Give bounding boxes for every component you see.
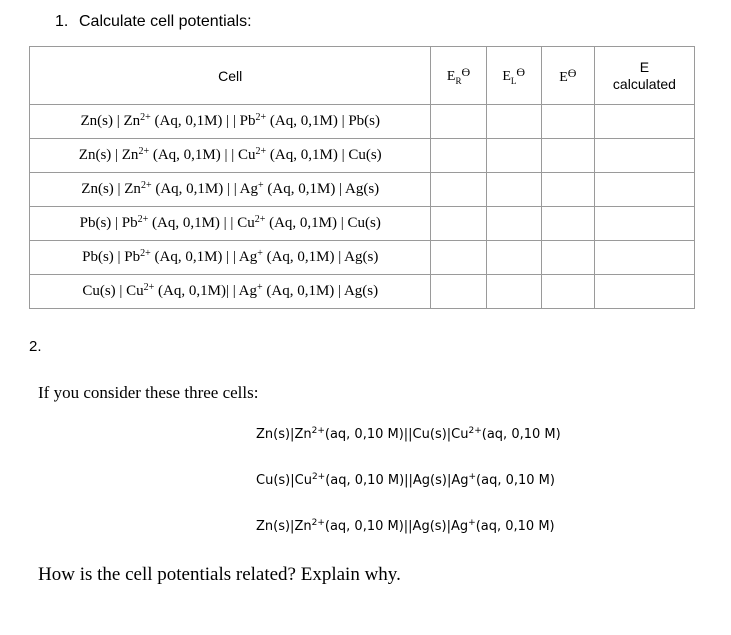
e-standard-value-cell[interactable]: [541, 173, 594, 207]
e-standard-value-cell[interactable]: [541, 139, 594, 173]
question-2-prompt: How is the cell potentials related? Explain why.: [38, 564, 401, 585]
e-calculated-value-cell[interactable]: [594, 105, 694, 139]
e-right-value-cell[interactable]: [431, 173, 486, 207]
cell-notation: Zn(s) | $Zn^{2+}$ (Aq, 0,1M) | | Ag+ (Aq, 0,1M) | Ag(s): [30, 173, 431, 207]
table-row: [30, 105, 695, 139]
e-standard-value-cell[interactable]: [541, 207, 594, 241]
header-e-right: $E_Rϴ$: [431, 47, 486, 105]
cell-notation: Zn(s) | $Zn^{2+}$ (Aq, 0,1M) | | $Cu^{2+}$ (Aq, 0,1M) | Cu(s): [30, 139, 431, 173]
e-standard-value-cell[interactable]: [541, 241, 594, 275]
e-left-value-cell[interactable]: [486, 105, 541, 139]
question-1-number: 1.: [55, 13, 69, 30]
e-calculated-value-cell[interactable]: [594, 275, 694, 309]
cell-notation: Pb(s) | $Pb^{2+}$ (Aq, 0,1M) | | Ag+ (Aq, 0,1M) | Ag(s): [30, 241, 431, 275]
e-calculated-value-cell[interactable]: [594, 139, 694, 173]
cell-potentials-table: [29, 46, 695, 309]
question-1-title: Calculate cell potentials:: [79, 13, 252, 30]
question-2-intro: If you consider these three cells:: [38, 383, 259, 402]
header-e-calculated: E calculated: [594, 47, 694, 105]
cell-reaction-1: $Zn(s)|Zn^{2+}(aq$, 0,10 $M)||Cu(s)|Cu^{2+}(aq$, 0,10 M): [256, 426, 561, 442]
e-right-value-cell[interactable]: [431, 275, 486, 309]
cell-notation: Zn(s) | $Zn^{2+}$ (Aq, 0,1M) | | $Pb^{2+}$ (Aq, 0,1M) | Pb(s): [30, 105, 431, 139]
e-calculated-value-cell[interactable]: [594, 207, 694, 241]
cell-reaction-2: $Cu(s)|Cu^{2+}(aq$, 0,10 M)||Ag(s)|Ag+(aq, 0,10 M): [256, 472, 555, 488]
table-row: [30, 173, 695, 207]
e-left-value-cell[interactable]: [486, 241, 541, 275]
e-standard-value-cell[interactable]: [541, 275, 594, 309]
e-right-value-cell[interactable]: [431, 207, 486, 241]
header-cell: Cell: [30, 47, 431, 105]
question-2-number: 2.: [29, 338, 42, 355]
e-left-value-cell[interactable]: [486, 275, 541, 309]
table-row: [30, 139, 695, 173]
question-1-heading: [55, 13, 252, 31]
cell-notation: Cu(s) | $Cu^{2+}$ (Aq, 0,1M)| | Ag+ (Aq, 0,1M) | Ag(s): [30, 275, 431, 309]
e-left-value-cell[interactable]: [486, 207, 541, 241]
e-standard-value-cell[interactable]: [541, 105, 594, 139]
e-left-value-cell[interactable]: [486, 139, 541, 173]
e-right-value-cell[interactable]: [431, 105, 486, 139]
header-e-left: $E_Lϴ$: [486, 47, 541, 105]
cell-reaction-3: $Zn(s)|Zn^{2+}(aq$, 0,10 M)||Ag(s)|Ag+(aq, 0,10 M): [256, 518, 555, 534]
e-right-value-cell[interactable]: [431, 241, 486, 275]
e-right-value-cell[interactable]: [431, 139, 486, 173]
header-e-standard: Eϴ: [541, 47, 594, 105]
table-row: [30, 207, 695, 241]
e-left-value-cell[interactable]: [486, 173, 541, 207]
table-header-row: [30, 47, 695, 105]
table-row: [30, 275, 695, 309]
cell-notation: Pb(s) | $Pb^{2+}$ (Aq, 0,1M) | | $Cu^{2+}$ (Aq, 0,1M) | Cu(s): [30, 207, 431, 241]
e-calculated-value-cell[interactable]: [594, 241, 694, 275]
e-calculated-value-cell[interactable]: [594, 173, 694, 207]
table-row: [30, 241, 695, 275]
